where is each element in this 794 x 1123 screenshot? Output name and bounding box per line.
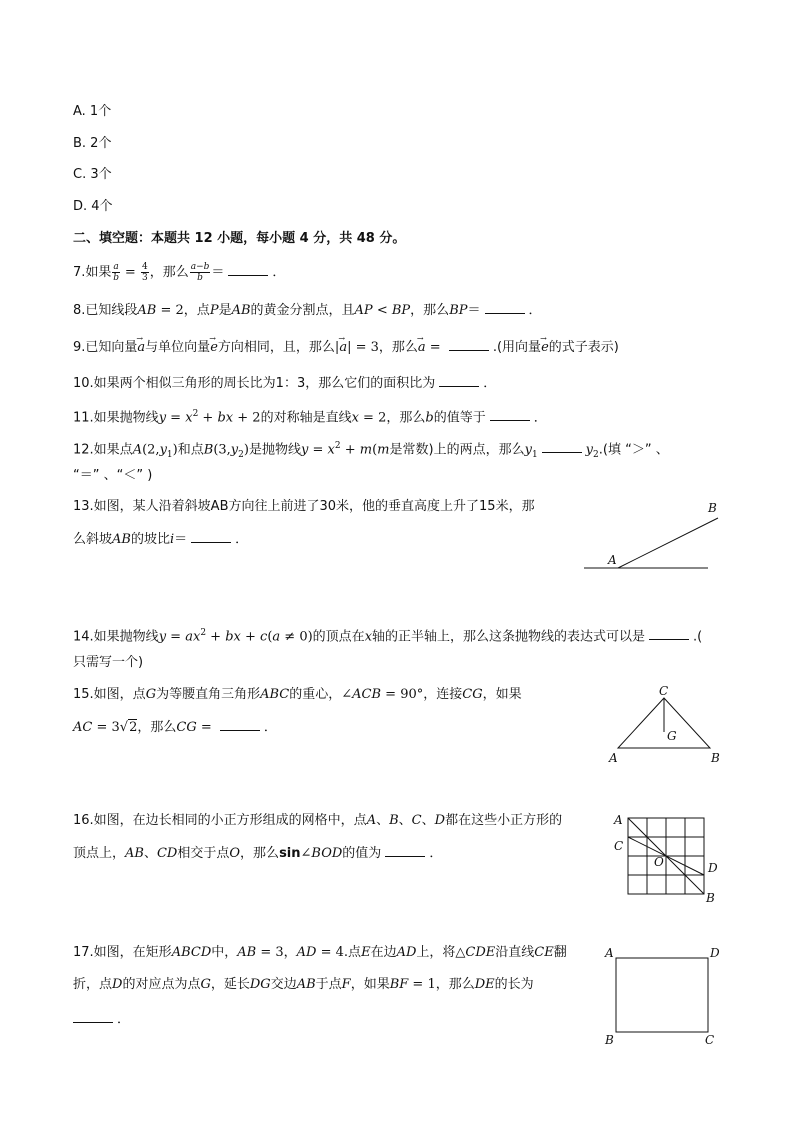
q16-text: 的值为 — [342, 846, 382, 861]
q12-text: 12.如果点 — [73, 442, 133, 458]
q16-text: 16.如图，在边长相同的小正方形组成的网格中，点 — [73, 813, 367, 828]
triangle-figure — [604, 682, 724, 768]
q11-text: 11.如果抛物线 — [73, 410, 159, 426]
q15-text: ，那么 — [137, 720, 177, 735]
question-8: 8.已知线段AB = 2，点P是AB的黄金分割点，且AP < BP，那么BP＝ ． — [73, 303, 542, 318]
rectangle-figure — [600, 940, 725, 1050]
q14-text: 14.如果抛物线 — [73, 629, 159, 645]
label-d: D — [708, 861, 718, 875]
q17-text: 点 — [348, 945, 362, 960]
question-17-line-1: 17.如图，在矩形ABCD中，AB = 3，AD = 4.点E在边AD上，将△CDE沿直线CE翻 — [73, 945, 567, 960]
option-d: D. 4个 — [73, 199, 113, 214]
q16-text: 相交于点 — [177, 846, 230, 861]
label-b: B — [706, 891, 715, 905]
q17-text: 上，将 — [416, 945, 456, 960]
answer-blank[interactable] — [649, 627, 689, 640]
q7-text: ，那么 — [149, 265, 189, 280]
q13-equals: ＝ — [174, 532, 188, 547]
label-o: O — [654, 855, 664, 869]
q12-text: 和点 — [177, 442, 204, 458]
question-12-line-2: “＝” 、“＜” ) — [73, 468, 153, 483]
q15-text: 为等腰直角三角形 — [156, 687, 261, 702]
q17-text: 沿直线 — [495, 945, 535, 960]
question-17-line-3: ． — [73, 1010, 130, 1029]
answer-blank[interactable] — [439, 374, 479, 387]
question-15-line-1: 15.如图，点G为等腰直角三角形ABC的重心，∠ACB = 90°，连接CG，如果 — [73, 687, 522, 702]
q13-text: 么斜坡 — [73, 532, 113, 547]
answer-blank[interactable] — [385, 844, 425, 857]
question-9: 9.已知向量→ a与单位向量→ e方向相同，且，那么|→ a| = 3，那么→ a = .(用向量→ e的式子表示) — [73, 338, 619, 357]
q9-text: 的式子表示) — [548, 340, 619, 355]
slope-line-ab — [618, 518, 718, 568]
answer-blank[interactable] — [191, 530, 231, 543]
q17-text: 中， — [211, 945, 238, 960]
q8-text: 8.已知线段 — [73, 303, 138, 318]
q15-text: ，如果 — [482, 687, 522, 702]
label-c: C — [705, 1033, 715, 1047]
label-a: A — [609, 751, 618, 765]
grid-figure — [608, 808, 728, 906]
question-12-line-1: 12.如果点$A(2,y_1)$和点$B(3,y_2)$是抛物线$y = x^2 + m(m$是常数)上的两点，那么$y_1$ $y_2$.(填 “＞” 、 — [73, 441, 669, 460]
q8-text: 的黄金分割点，且 — [250, 303, 355, 318]
q17-text: 交边 — [270, 977, 297, 992]
option-c: C. 3个 — [73, 167, 112, 182]
label-c: C — [614, 839, 624, 853]
label-a: A — [605, 946, 614, 960]
q9-text: 与单位向量 — [145, 340, 211, 355]
answer-blank[interactable] — [490, 408, 530, 421]
q15-text: 15.如图，点 — [73, 687, 146, 702]
q16-text: 都在这些小正方形的 — [445, 813, 563, 828]
question-14-line-2: 只需写一个) — [73, 655, 144, 670]
label-c: C — [659, 684, 669, 698]
answer-blank[interactable] — [542, 440, 582, 453]
q15-text: 的重心， — [289, 687, 342, 702]
label-a: A — [608, 553, 617, 567]
question-11: 11.如果抛物线$y = x^2$ + bx + 2的对称轴是直线x = 2，那么b的值等于 ． — [73, 409, 547, 426]
q11-text: 的对称轴是直线 — [260, 410, 352, 426]
answer-blank[interactable] — [449, 338, 489, 351]
q17-text: 的长为 — [494, 977, 534, 992]
answer-blank[interactable] — [485, 301, 525, 314]
option-b: B. 2个 — [73, 136, 112, 151]
question-16-line-1: 16.如图，在边长相同的小正方形组成的网格中，点A、B、C、D都在这些小正方形的 — [73, 813, 563, 828]
question-10: 10.如果两个相似三角形的周长比为1：3，那么它们的面积比为 ． — [73, 376, 497, 391]
answer-blank[interactable] — [73, 1010, 113, 1023]
label-g: G — [667, 729, 677, 743]
q17-text: 在边 — [370, 945, 397, 960]
q10-text: 10.如果两个相似三角形的周长比为1：3，那么它们的面积比为 — [73, 376, 436, 391]
q9-text: .(用向量 — [492, 340, 542, 355]
q17-text: 翻 — [553, 945, 567, 960]
q17-text: 于点 — [315, 977, 342, 992]
option-a: A. 1个 — [73, 104, 112, 119]
slope-figure — [580, 498, 720, 576]
q14-text: 的顶点在 — [312, 629, 365, 645]
q15-text: ，连接 — [423, 687, 463, 702]
q14-text: .( — [693, 629, 703, 645]
q12-text: (填 “＞” 、 — [602, 442, 669, 458]
q7-text: 7.如果 — [73, 265, 112, 280]
label-d: D — [710, 946, 720, 960]
section-title: 二、填空题：本题共 12 小题，每小题 4 分，共 48 分。 — [73, 231, 406, 246]
label-b: B — [711, 751, 720, 765]
q17-text: 17.如图，在矩形 — [73, 945, 172, 960]
q9-text: 方向相同，且 — [217, 340, 296, 355]
label-a: A — [614, 813, 623, 827]
q16-text: 顶点上， — [73, 846, 126, 861]
q17-text: 折，点 — [73, 977, 113, 992]
q14-text: 轴的正半轴上，那么这条抛物线的表达式可以是 — [372, 629, 646, 645]
q7-equals: ＝ — [211, 265, 225, 280]
question-13-line-2: 么斜坡AB的坡比i＝ ． — [73, 532, 249, 547]
q17-text: ，那么 — [435, 977, 475, 992]
q11-text: ，那么 — [386, 410, 426, 426]
answer-blank[interactable] — [220, 718, 260, 731]
question-15-line-2: AC = 3√2，那么CG = ． — [73, 720, 277, 735]
label-b: B — [605, 1033, 614, 1047]
q17-text: 的对应点为点 — [122, 977, 201, 992]
q17-text: ，延长 — [210, 977, 250, 992]
q12-text: 是常数)上的两点，那么 — [389, 442, 525, 458]
label-b: B — [708, 501, 717, 515]
question-16-line-2: 顶点上，AB、CD相交于点O，那么sin∠BOD的值为 ． — [73, 846, 443, 861]
question-13-line-1: 13.如图，某人沿着斜坡AB方向往上前进了30米，他的垂直高度上升了15米，那 — [73, 499, 535, 514]
q17-text: ，如果 — [350, 977, 390, 992]
q8-text: ，点 — [183, 303, 210, 318]
q9-text: 9.已知向量 — [73, 340, 138, 355]
q8-equals: ＝ — [467, 303, 481, 318]
q11-text: 的值等于 — [433, 410, 486, 426]
question-17-line-2: 折，点D的对应点为点G，延长DG交边AB于点F，如果BF = 1，那么DE的长为 — [73, 977, 534, 992]
q13-text: 的坡比 — [130, 532, 170, 547]
q9-text: ，那么 — [295, 340, 335, 355]
q8-text: ，那么 — [410, 303, 450, 318]
answer-blank[interactable] — [228, 263, 268, 276]
q8-text: 是 — [218, 303, 232, 318]
rectangle-abcd — [616, 958, 708, 1032]
q16-text: ，那么 — [240, 846, 280, 861]
q12-text: 是抛物线 — [248, 442, 301, 458]
question-7: 7.如果 $\frac{a}{b}$ = $\frac{4}{3}$ ，那么 $\frac{a-b}{b}$ ＝ ． — [73, 262, 286, 283]
question-14-line-1: 14.如果抛物线$y = ax^2$ + bx + c(a ≠ 0)的顶点在x轴的正半轴上，那么这条抛物线的表达式可以是 .( — [73, 628, 703, 645]
